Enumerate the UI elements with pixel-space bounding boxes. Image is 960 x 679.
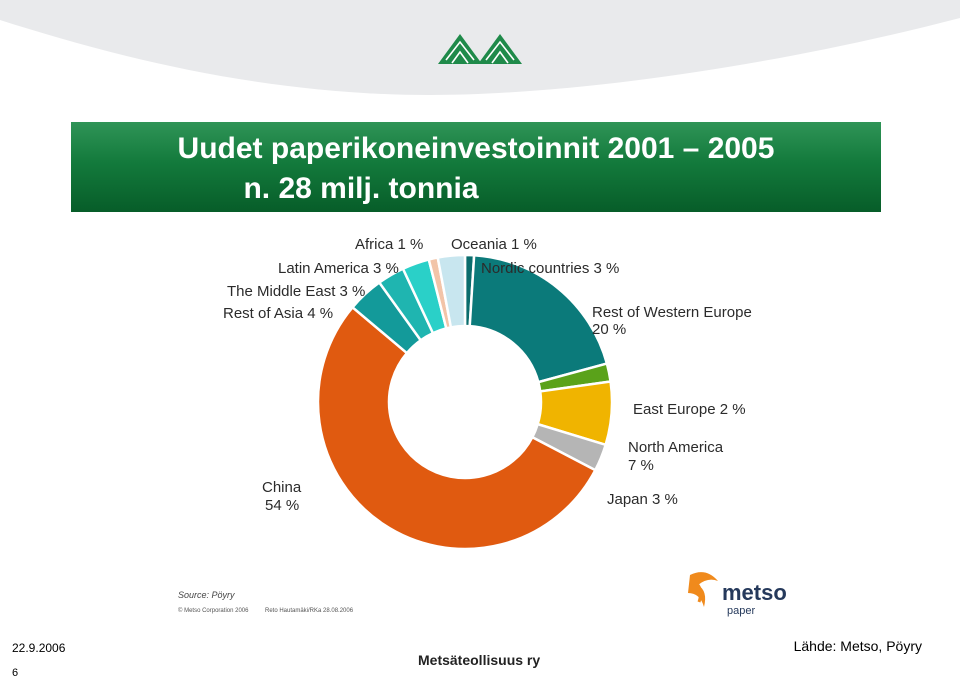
label-rest-western-europe: Rest of Western Europe	[592, 304, 752, 321]
label-east-europe: East Europe 2 %	[633, 401, 746, 418]
label-china-pct: 54 %	[265, 497, 300, 514]
label-africa: Africa 1 %	[355, 236, 424, 253]
metso-brand-sub: paper	[727, 605, 756, 617]
footer-date: 22.9.2006	[12, 641, 66, 655]
label-middle-east: The Middle East 3 %	[227, 283, 366, 300]
label-north-america-pct: 7 %	[628, 457, 654, 474]
label-latin-america: Latin America 3 %	[278, 260, 399, 277]
title-banner	[71, 122, 881, 212]
page-number: 6	[12, 667, 19, 679]
label-rest-western-europe-pct: 20 %	[592, 321, 627, 338]
label-china: China	[262, 479, 302, 496]
label-nordic: Nordic countries 3 %	[481, 260, 620, 277]
footer-source: Lähde: Metso, Pöyry	[793, 638, 922, 654]
chart-source: Source: Pöyry	[178, 590, 235, 600]
chart-copyright: © Metso Corporation 2006	[178, 608, 249, 614]
label-north-america: North America	[628, 439, 724, 456]
metso-brand-text: metso	[722, 580, 787, 605]
page-title: Uudet paperikoneinvestoinnit 2001 – 2005	[177, 132, 775, 165]
footer-organization-text: Metsäteollisuus ry	[418, 652, 541, 668]
label-oceania: Oceania 1 %	[451, 236, 537, 253]
page-subtitle: n. 28 milj. tonnia	[243, 172, 479, 205]
chart-credit: Reto Hautamäki/RKa 28.08.2006	[265, 608, 354, 614]
donut-chart	[105, 212, 887, 624]
metso-logo-icon	[688, 572, 718, 607]
label-rest-of-asia: Rest of Asia 4 %	[223, 305, 334, 322]
footer-organization	[418, 650, 558, 666]
trees-logo-icon	[438, 30, 522, 66]
label-japan: Japan 3 %	[607, 491, 678, 508]
donut-chart-panel	[105, 212, 887, 624]
